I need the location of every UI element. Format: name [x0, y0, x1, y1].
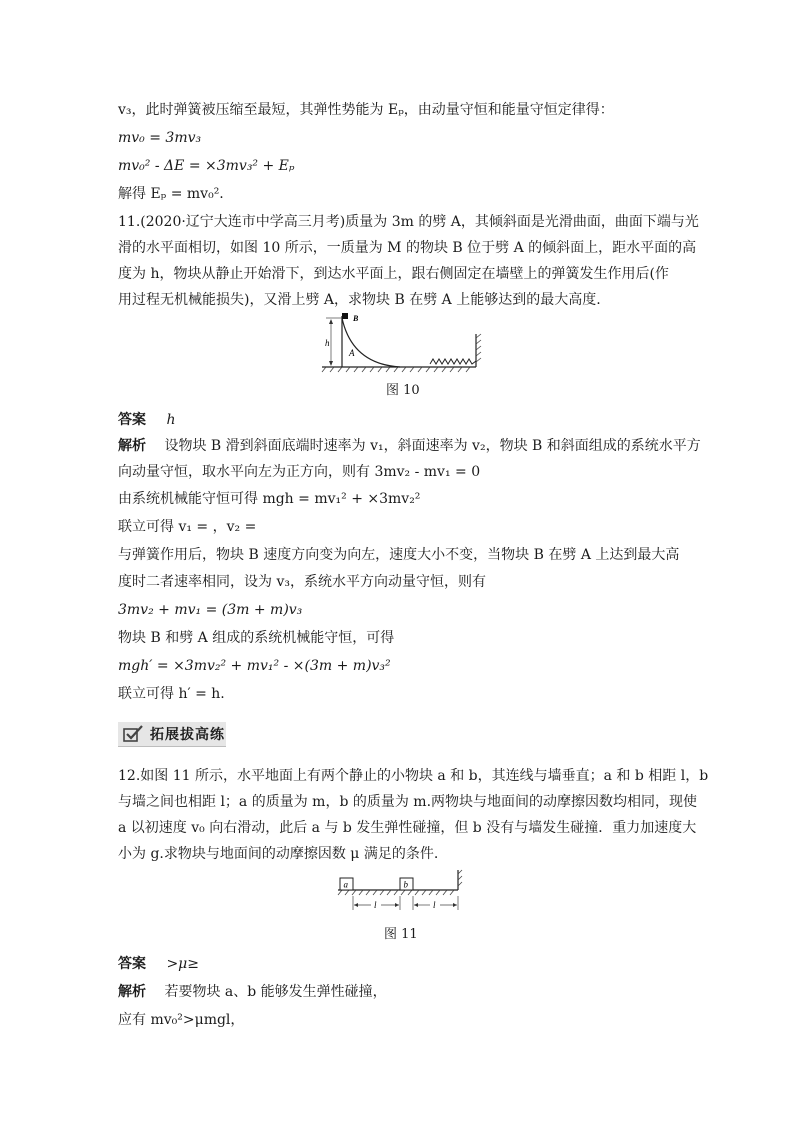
solution-11-line: 联立可得 h′ = h.	[118, 686, 225, 702]
spring	[430, 359, 476, 364]
figure-10-caption: 图 10	[386, 383, 420, 398]
question-11-line: 11.(2020·辽宁大连市中学高三月考)质量为 3m 的劈 A，其倾斜面是光滑曲面，曲面下端与光	[118, 214, 699, 230]
question-11-line: 滑的水平面相切，如图 10 所示，一质量为 M 的物块 B 位于劈 A 的倾斜面上，距水平面的高	[118, 240, 697, 256]
label-h: h	[325, 338, 330, 348]
solution-text: 若要物块 a、b 能够发生弹性碰撞，	[164, 984, 387, 1000]
answer-label: 答案	[118, 956, 146, 972]
question-12-line: 与墙之间也相距 l；a 的质量为 m，b 的质量为 m.两物块与地面间的动摩擦因数均相同，现使	[118, 794, 698, 810]
solution-label: 解析	[118, 438, 146, 454]
question-12-line: a 以初速度 v₀ 向右滑动，此后 a 与 b 发生弹性碰撞，但 b 没有与墙发生碰撞．重力加速度大	[118, 820, 697, 836]
label-a: a	[343, 879, 348, 890]
figure-11	[334, 868, 464, 918]
curved-slope	[342, 318, 400, 367]
answer-12	[118, 954, 199, 974]
block-b	[342, 313, 348, 319]
solution-11-line: 联立可得 v₁ = ，v₂ =	[118, 519, 257, 535]
answer-11	[118, 410, 175, 430]
equation: 3mv₂ + mv₁ = (3m + m)v₃	[118, 602, 303, 618]
solution-12-line: 应有 mv₀²>μmgl，	[118, 1012, 245, 1028]
answer-value: >μ≥	[166, 956, 200, 972]
answer-label: 答案	[118, 412, 146, 428]
solution-11-line	[118, 436, 701, 456]
section-title: 拓展拔高练	[150, 727, 225, 743]
solution-11-line: 由系统机械能守恒可得 mgh = mv₁² + ×3mv₂²	[118, 491, 421, 507]
figure-10	[318, 312, 488, 374]
label-a: A	[349, 348, 355, 358]
solution-11-line: 物块 B 和劈 A 组成的系统机械能守恒，可得	[118, 630, 395, 646]
label-b: B	[353, 314, 359, 323]
answer-value: h	[166, 412, 176, 428]
solution-11-line: 与弹簧作用后，物块 B 速度方向变为向左，速度大小不变，当物块 B 在劈 A 上达到最大高	[118, 547, 680, 563]
question-11-line: 度为 h，物块从静止开始滑下，到达水平面上，跟右侧固定在墙壁上的弹簧发生作用后(作	[118, 266, 669, 282]
solution-11-line: 向动量守恒，取水平向左为正方向，则有 3mv₂ - mv₁ = 0	[118, 464, 481, 480]
section-heading	[118, 722, 226, 747]
figure-11-caption: 图 11	[384, 927, 418, 942]
question-12-line: 小为 g.求物块与地面间的动摩擦因数 μ 满足的条件.	[118, 846, 439, 862]
equation: mgh′ = ×3mv₂² + mv₁² - ×(3m + m)v₃²	[118, 658, 391, 674]
solution-11-line: 度时二者速率相同，设为 v₃，系统水平方向动量守恒，则有	[118, 574, 486, 590]
solution-label: 解析	[118, 984, 146, 1000]
label-l: l	[433, 900, 436, 910]
text-line: 解得 Eₚ = mv₀².	[118, 186, 224, 202]
equation: mv₀² - ΔE = ×3mv₃² + Eₚ	[118, 158, 295, 174]
text-line: v₃，此时弹簧被压缩至最短，其弹性势能为 Eₚ，由动量守恒和能量守恒定律得：	[118, 102, 614, 118]
question-12-line: 12.如图 11 所示，水平地面上有两个静止的小物块 a 和 b，其连线与墙垂直；a 和 b 相距 l，b	[118, 768, 709, 784]
equation: mv₀ = 3mv₃	[118, 130, 202, 146]
solution-text: 设物块 B 滑到斜面底端时速率为 v₁，斜面速率为 v₂，物块 B 和斜面组成的系统水平方	[164, 438, 701, 454]
label-b: b	[403, 879, 408, 890]
solution-12-line	[118, 982, 387, 1002]
question-11-line: 用过程无机械能损失)，又滑上劈 A，求物块 B 在劈 A 上能够达到的最大高度.	[118, 292, 601, 308]
check-icon	[122, 724, 144, 744]
label-l: l	[374, 900, 377, 910]
